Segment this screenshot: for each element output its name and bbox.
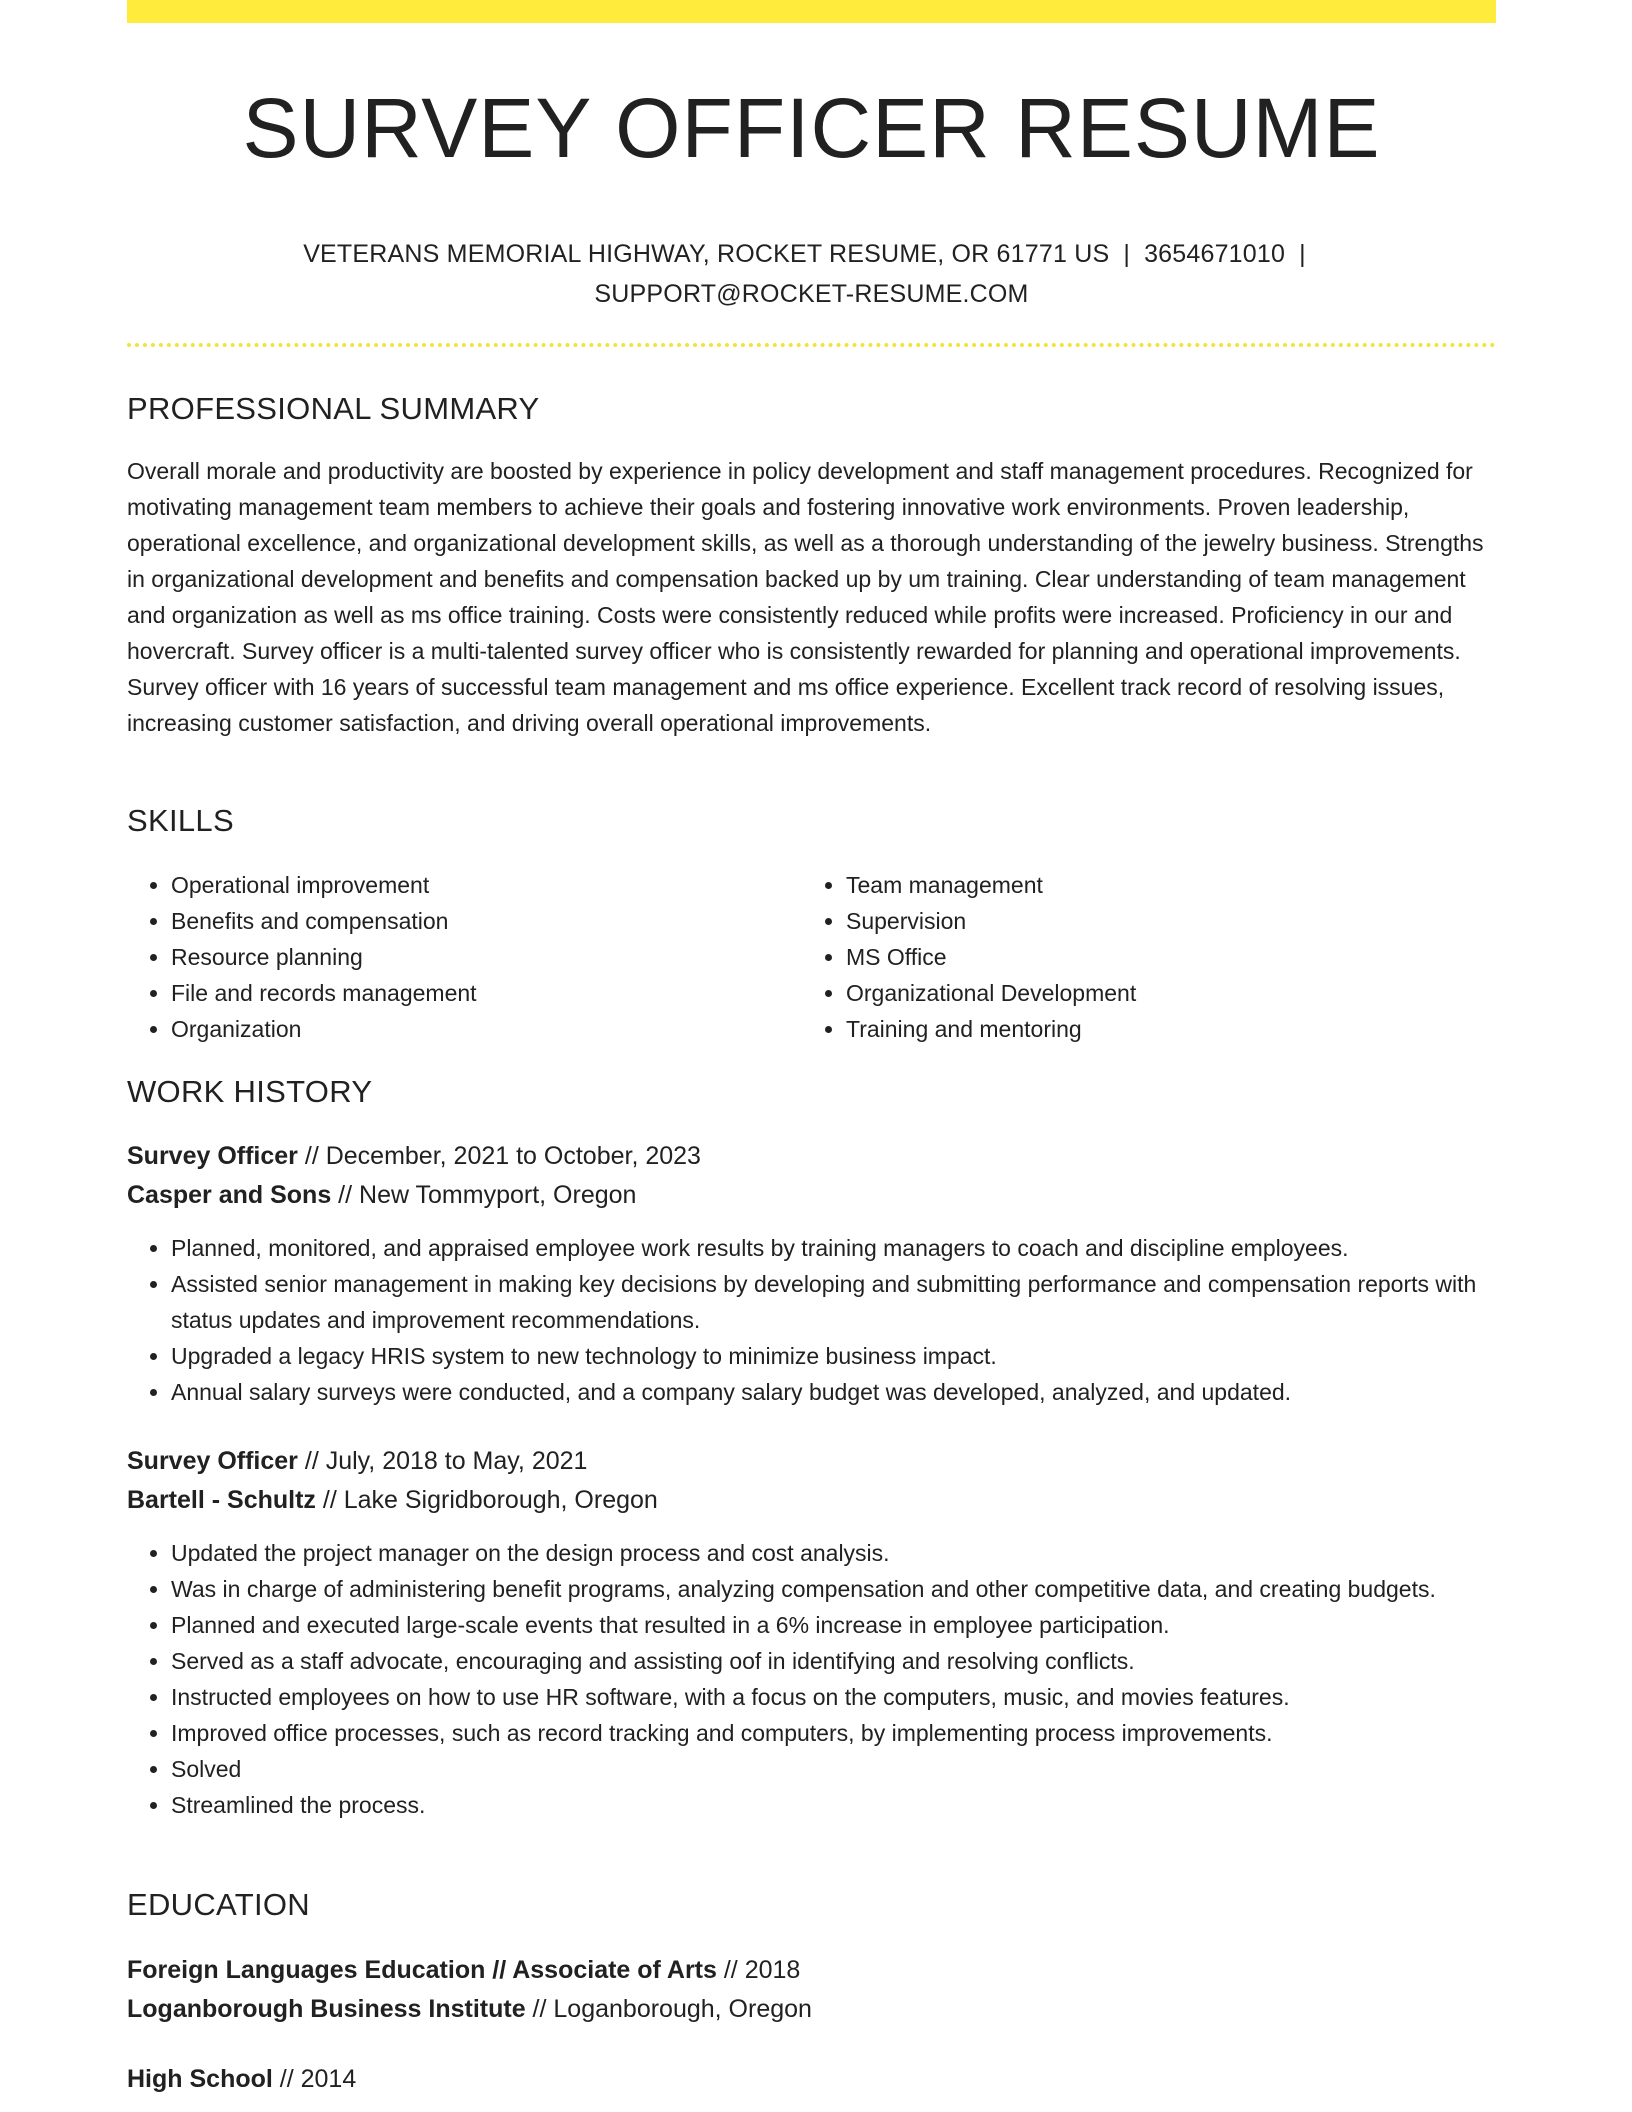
job-title-line <box>127 1137 701 1175</box>
skill-item: • Team management <box>846 867 1476 903</box>
resume-title: SURVEY OFFICER RESUME <box>242 81 1381 175</box>
section-heading-skills: SKILLS <box>127 803 234 838</box>
job-bullet: • Streamlined the process. <box>171 1787 1496 1823</box>
job-title: Survey Officer <box>127 1447 298 1475</box>
job-title: Survey Officer <box>127 1142 298 1170</box>
dotted-divider <box>127 343 1496 347</box>
education-year: // 2018 <box>716 1956 801 1984</box>
job-title-line <box>127 1442 587 1480</box>
job-dates: // July, 2018 to May, 2021 <box>297 1447 588 1475</box>
education-degree-line <box>127 2060 356 2098</box>
education-school: Loganborough Business Institute <box>127 1995 526 2023</box>
job-bullet: • Assisted senior management in making key decisions by developing and submitting performance and compensation reports with status updates and improvement recommendations. <box>171 1266 1496 1338</box>
job-bullet: • Instructed employees on how to use HR software, with a focus on the computers, music, and movies features. <box>171 1679 1496 1715</box>
contact-separator: | <box>1123 240 1131 268</box>
contact-separator: | <box>1299 240 1306 268</box>
job-bullet: • Annual salary surveys were conducted, and a company salary budget was developed, analyzed, and updated. <box>171 1374 1496 1410</box>
contact-info <box>127 234 1496 314</box>
education-location: // Loganborough, Oregon <box>525 1995 812 2023</box>
section-heading-work-history: WORK HISTORY <box>127 1074 373 1109</box>
job-bullets <box>127 1535 1496 1823</box>
skill-item: • File and records management <box>171 975 801 1011</box>
contact-line-2 <box>127 274 1496 314</box>
education-degree: High School <box>127 2065 273 2093</box>
job-company-line <box>127 1176 636 1214</box>
job-company: Bartell - Schultz <box>127 1486 316 1514</box>
job-bullet: • Planned, monitored, and appraised employee work results by training managers to coach and discipline employees. <box>171 1230 1496 1266</box>
job-bullet: • Served as a staff advocate, encouraging and assisting oof in identifying and resolving conflicts. <box>171 1643 1496 1679</box>
accent-top-bar <box>127 0 1496 23</box>
job-bullets <box>127 1230 1496 1410</box>
job-bullet: • Solved <box>171 1751 1496 1787</box>
contact-address: VETERANS MEMORIAL HIGHWAY, ROCKET RESUME, OR 61771 US <box>303 240 1110 268</box>
job-bullet: • Was in charge of administering benefit programs, analyzing compensation and other competitive data, and creating budgets. <box>171 1571 1496 1607</box>
job-bullet: • Upgraded a legacy HRIS system to new technology to minimize business impact. <box>171 1338 1496 1374</box>
contact-phone: 3654671010 <box>1144 240 1286 268</box>
job-location: // Lake Sigridborough, Oregon <box>315 1486 658 1514</box>
job-bullet: • Planned and executed large-scale events that resulted in a 6% increase in employee participation. <box>171 1607 1496 1643</box>
education-degree-line <box>127 1951 800 1989</box>
education-year: // 2014 <box>272 2065 357 2093</box>
skills-column-right <box>802 867 1476 1047</box>
skill-item: • Benefits and compensation <box>171 903 801 939</box>
education-school-line <box>127 1990 812 2028</box>
job-dates: // December, 2021 to October, 2023 <box>297 1142 701 1170</box>
job-bullet: • Updated the project manager on the design process and cost analysis. <box>171 1535 1496 1571</box>
skill-item: • Organization <box>171 1011 801 1047</box>
contact-line-1 <box>127 234 1496 274</box>
skill-item: • Organizational Development <box>846 975 1476 1011</box>
job-location: // New Tommyport, Oregon <box>331 1181 637 1209</box>
skills-column-left <box>127 867 801 1047</box>
job-company: Casper and Sons <box>127 1181 332 1209</box>
job-bullet: • Improved office processes, such as record tracking and computers, by implementing process improvements. <box>171 1715 1496 1751</box>
skill-item: • Supervision <box>846 903 1476 939</box>
skill-item: • Operational improvement <box>171 867 801 903</box>
section-heading-summary: PROFESSIONAL SUMMARY <box>127 391 540 426</box>
section-heading-education: EDUCATION <box>127 1887 310 1922</box>
summary-text: Overall morale and productivity are boosted by experience in policy development and staff management procedures. Recognized for motivating management team members to achieve their goals and fostering innovative work environments. Proven leadership, operational excellence, and organizational development skills, as well as a thorough understanding of the jewelry business. Strengths in organizational development and benefits and compensation backed up by um training. Clear understanding of team management and organization as well as ms office training. Costs were consistently reduced while profits were increased. Proficiency in our and hovercraft. Survey officer is a multi-talented survey officer who is consistently rewarded for planning and operational improvements. Survey officer with 16 years of successful team management and ms office experience. Excellent track record of resolving issues, increasing customer satisfaction, and driving overall operational improvements. <box>127 458 1484 736</box>
job-company-line <box>127 1481 658 1519</box>
contact-email: SUPPORT@ROCKET-RESUME.COM <box>594 280 1029 308</box>
skill-item: • MS Office <box>846 939 1476 975</box>
education-degree: Foreign Languages Education // Associate of Arts <box>127 1956 717 1984</box>
skill-item: • Resource planning <box>171 939 801 975</box>
skill-item: • Training and mentoring <box>846 1011 1476 1047</box>
